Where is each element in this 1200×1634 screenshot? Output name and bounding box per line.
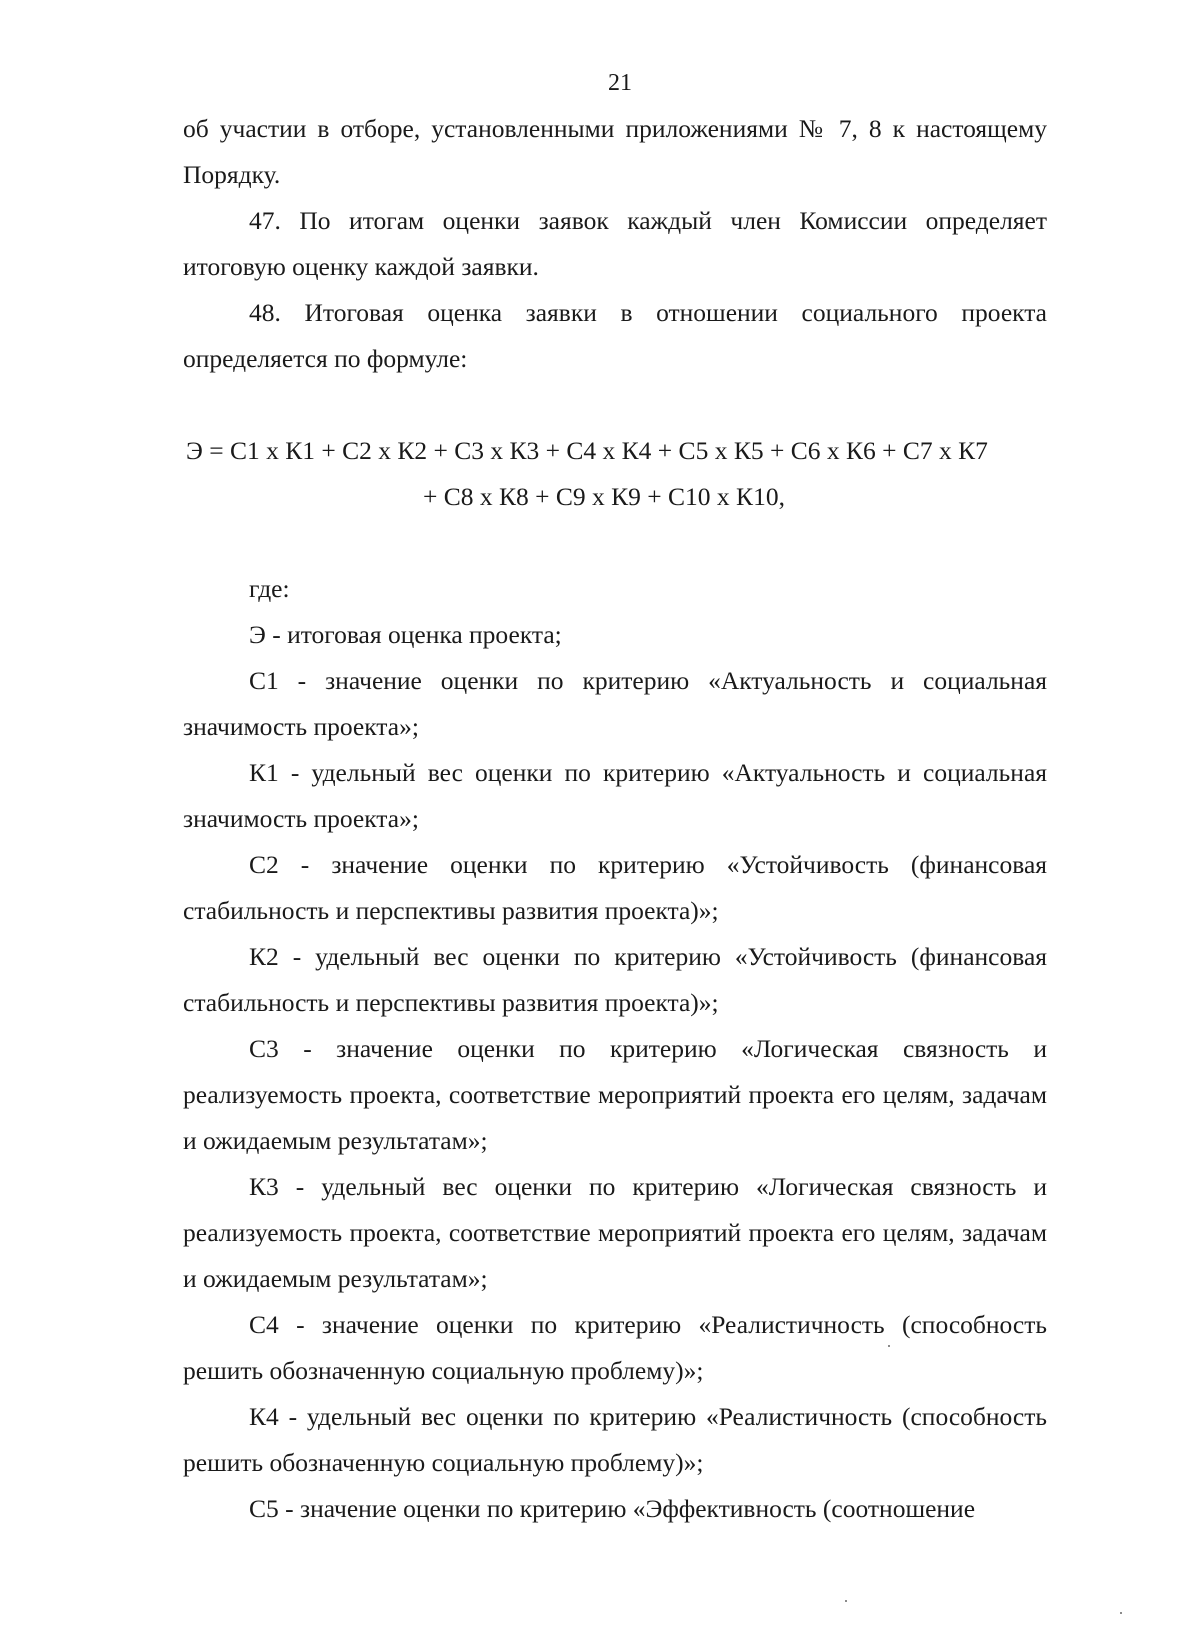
definitions-intro: где:	[249, 574, 290, 603]
page-body	[183, 106, 1047, 1532]
evaluation-formula	[183, 428, 1047, 520]
paragraph-continuation: об участии в отборе, установленными приложениями № 7, 8 к настоящему Порядку.	[183, 114, 1047, 189]
paragraph-47: 47. По итогам оценки заявок каждый член Комиссии определяет итоговую оценку каждой заявки.	[183, 206, 1047, 281]
definition-k3: К3 - удельный вес оценки по критерию «Логическая связность и реализуемость проекта, соответствие мероприятий проекта его целям, задачам и ожидаемым результатам»;	[183, 1172, 1047, 1293]
definition-c5: С5 - значение оценки по критерию «Эффективность (соотношение	[249, 1494, 976, 1523]
scan-speck	[888, 1345, 890, 1347]
definition-k2: К2 - удельный вес оценки по критерию «Устойчивость (финансовая стабильность и перспективы развития проекта)»;	[183, 942, 1047, 1017]
formula-line-2: + С8 х К8 + С9 х К9 + С10 х К10,	[423, 482, 785, 511]
page-number: 21	[608, 70, 632, 96]
definition-c4: С4 - значение оценки по критерию «Реалистичность (способность решить обозначенную социальную проблему)»;	[183, 1310, 1047, 1385]
definition-k4: К4 - удельный вес оценки по критерию «Реалистичность (способность решить обозначенную социальную проблему)»;	[183, 1402, 1047, 1477]
definition-c1: С1 - значение оценки по критерию «Актуальность и социальная значимость проекта»;	[183, 666, 1047, 741]
definition-c2: С2 - значение оценки по критерию «Устойчивость (финансовая стабильность и перспективы развития проекта)»;	[183, 850, 1047, 925]
scan-speck	[845, 1600, 847, 1602]
definition-c3: С3 - значение оценки по критерию «Логическая связность и реализуемость проекта, соответствие мероприятий проекта его целям, задачам и ожидаемым результатам»;	[183, 1034, 1047, 1155]
scan-speck	[1120, 1612, 1122, 1614]
paragraph-48: 48. Итоговая оценка заявки в отношении социального проекта определяется по формуле:	[183, 298, 1047, 373]
definition-e: Э - итоговая оценка проекта;	[249, 620, 562, 649]
definition-k1: К1 - удельный вес оценки по критерию «Актуальность и социальная значимость проекта»;	[183, 758, 1047, 833]
formula-line-1: Э = С1 х К1 + С2 х К2 + С3 х К3 + С4 х К4 + С5 х К5 + С6 х К6 + С7 х К7	[186, 436, 988, 465]
